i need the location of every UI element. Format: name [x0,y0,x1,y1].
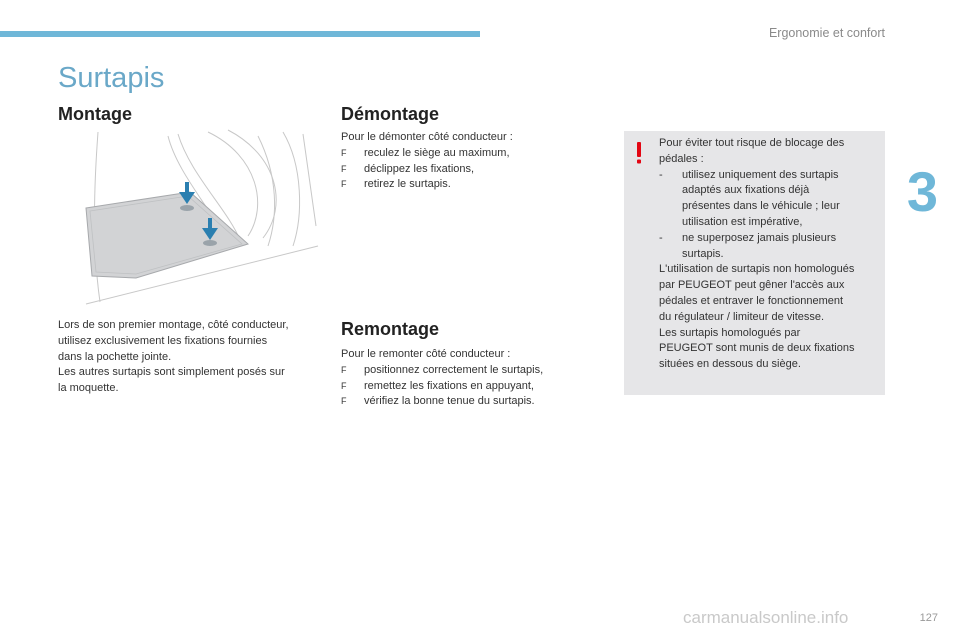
list-item: F reculez le siège au maximum, [341,146,601,162]
text-line: la moquette. [58,382,119,395]
list-item: F remettez les fixations en appuyant, [341,379,601,395]
exclamation-icon [634,142,644,164]
bullet-icon: F [341,380,347,391]
watermark: carmanualsonline.info [683,608,849,627]
list-item: F vérifiez la bonne tenue du surtapis. [341,394,601,410]
text-line: Les surtapis homologués par [659,326,801,339]
list-item: F positionnez correctement le surtapis, [341,363,601,379]
floor-mat-illustration [78,126,320,308]
text-line: Les autres surtapis sont simplement posés sur [58,366,285,379]
text-line: du régulateur / limiteur de vitesse. [659,310,825,323]
bullet-icon: F [341,396,347,407]
demontage-steps [341,130,601,193]
text-line: Pour éviter tout risque de blocage des [659,137,845,149]
list-item: F retirez le surtapis. [341,177,601,193]
warning-text [659,136,881,373]
page-title: Surtapis [58,62,165,94]
bullet-icon: F [341,364,347,375]
remontage-heading: Remontage [341,319,440,339]
remontage-intro: Pour le remonter côté conducteur : [341,348,511,360]
chapter-number: 3 [906,160,938,223]
demontage-intro: Pour le démonter côté conducteur : [341,131,513,143]
montage-heading: Montage [58,104,132,124]
remontage-steps [341,347,601,410]
bullet-icon: F [341,147,347,158]
text-line: pédales et entraver le fonctionnement [659,294,844,307]
warning-item: - utilisez uniquement des surtapis adaptés aux fixations déjà présentes dans le véhicule ; leur utilisation est impérative, [659,168,840,228]
header-accent-bar [0,31,480,37]
text-line: par PEUGEOT peut gêner l'accès aux [659,279,845,292]
text-line: dans la pochette jointe. [58,350,172,363]
text-line: pédales : [659,152,704,165]
list-item: F déclippez les fixations, [341,162,601,178]
bullet-icon: F [341,179,347,190]
bullet-icon: F [341,163,347,174]
text-line: PEUGEOT sont munis de deux fixations [659,342,855,355]
warning-box [624,131,885,395]
text-line: Lors de son premier montage, côté conducteur, [58,319,289,331]
demontage-heading: Démontage [341,104,440,124]
section-label: Ergonomie et confort [768,26,885,40]
text-line: utilisez exclusivement les fixations fournies [58,334,268,347]
text-line: situées en dessous du siège. [659,358,801,371]
page-number: 127 [919,612,938,624]
text-line: L'utilisation de surtapis non homologués [659,263,855,276]
montage-text [58,318,320,397]
warning-item: - ne superposez jamais plusieurs surtapis. [659,231,837,260]
